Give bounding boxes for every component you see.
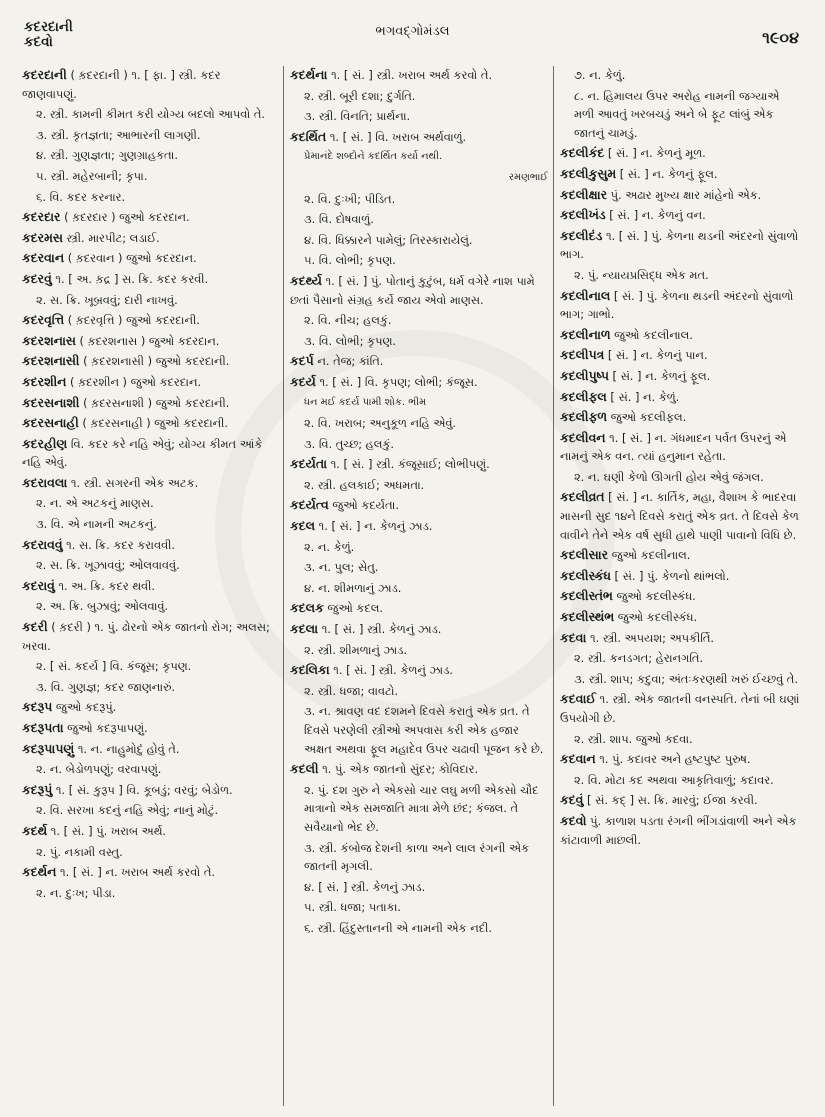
entry-sense: [22, 188, 278, 209]
definition-text: ૨. અ. ક્રિ. બુઝાવું; ઓલવાવું.: [36, 599, 169, 614]
entry-sense: [560, 468, 803, 489]
entry-sense: [22, 678, 278, 699]
entry-sense: [290, 311, 548, 332]
dictionary-entry: [290, 272, 548, 311]
definition-text: ૧. [ સં. ] ન. કેળનું ઝાડ.: [315, 519, 433, 534]
dictionary-entry: [560, 287, 803, 326]
definition-text: ૨. વિ. નીચ; હલકું.: [304, 313, 392, 328]
dictionary-entry: [560, 812, 803, 851]
definition-text: ( ક઼દરશનાસ ) જુઓ કદરદાન.: [75, 333, 220, 348]
definition-text: ૪. સ્ત્રી. ગુણજ્ઞતા; ગુણગ્રાહકતા.: [36, 148, 178, 163]
definition-text: [ સં. ] પું. કેળના થડની અંદરનો સુંવાળો ભાગ; ગાભો.: [560, 288, 794, 322]
headword: કદલીવ્રત: [560, 489, 605, 505]
headword: કદવું: [560, 792, 584, 808]
definition-text: ( ક઼દરસનાહી ) જુઓ કદરદાની.: [78, 416, 228, 431]
definition-text: ૧. ન. નાહુમોદું હોવું તે.: [74, 741, 180, 756]
entry-sense: [560, 266, 803, 287]
definition-text: ૨. સ. ક્રિ. ખૂબ્રવવું; દારી નાખવું.: [36, 292, 178, 307]
dictionary-entry: [290, 661, 548, 682]
definition-text: ૧. [ સં. ] સ્ત્રી. ખરાબ અર્થ કરવો તે.: [327, 68, 493, 82]
definition-text: વિ. કદર કરે નહિ એવું; યોગ્ય કીમત આંકે નહિ એવું.: [22, 436, 263, 470]
entry-sense: [290, 87, 548, 108]
headword: કદલ: [290, 518, 316, 534]
entry-sense: [290, 414, 548, 435]
entry-sense: [560, 771, 803, 792]
entry-sense: [290, 682, 548, 703]
definition-text: ( ક઼દરશનાસી ) જુઓ કદરદાની.: [79, 354, 230, 369]
headword: કદલીકંદ: [560, 145, 605, 161]
dictionary-entry: [560, 367, 803, 388]
dictionary-entry: [560, 629, 803, 650]
definition-text: ૨. સ્ત્રી. હલકાઈ; અધમતા.: [304, 477, 425, 492]
definition-text: ૪. ન. શીમળાનું ઝાડ.: [304, 580, 402, 595]
definition-text: ૫. સ્ત્રી. મહેરબાની; કૃપા.: [36, 168, 148, 183]
dictionary-entry: [290, 496, 548, 517]
headword: કદર્થના: [290, 67, 328, 82]
column-2: [290, 66, 548, 1112]
entry-sense: [22, 556, 278, 577]
entry-sense: [290, 898, 548, 919]
definition-text: ૧. [ અ. ક઼દ્ર ] સ. ક્રિ. કદર કરવી.: [51, 271, 209, 286]
entry-sense: [290, 435, 548, 456]
headword: કદલીસ્તંભ: [560, 588, 613, 604]
headword: કદરશીન: [22, 373, 67, 389]
dictionary-entry: [560, 429, 803, 468]
entry-sense: [560, 730, 803, 751]
dictionary-entry: [22, 618, 278, 657]
dictionary-entry: [560, 408, 803, 429]
definition-text: ૧. [ સં. ] ન. ખરાબ અર્થ કરવો તે.: [56, 865, 216, 880]
definition-text: ૮. ન. હિમાલય ઉપર અરોહ નામની જગ્યાએ મળી આવતું ખરબચડું અને બે ફૂટ લાંબું એક જાતનું ચામડું.: [574, 88, 780, 140]
headword: કદલીકુસુમ: [560, 165, 617, 181]
dictionary-entry: [22, 740, 278, 761]
dictionary-entry: [560, 587, 803, 608]
definition-text: ૧. સ. ક્રિ. કદર કરાવવી.: [62, 537, 176, 552]
definition-text: ૩. વિ. ગુણજ્ઞ; કદર જાણનારું.: [36, 679, 176, 694]
dictionary-entry: [290, 760, 548, 781]
entry-sense: [560, 87, 803, 145]
headword: કદરહીણ: [22, 435, 68, 451]
definition-text: ૧. સ્ત્રી. સગરની એક અટક.: [67, 475, 199, 490]
dictionary-entry: [22, 229, 278, 250]
headword: કદવાન: [560, 751, 596, 767]
definition-text: [ સં. ] ન. કેળનું વન.: [605, 208, 706, 223]
definition-text: ૩. સ્ત્રી. કંબોજ દેશની કાળા અને લાલ રંગની એક જાતની મૃગલી.: [304, 840, 530, 874]
headword: કદર્થન: [22, 864, 57, 880]
entry-sense: [22, 105, 278, 126]
entry-sense: [290, 190, 548, 211]
definition-text: ( ક઼દરવૃત્તિ ) જુઓ કદરદાની.: [64, 313, 200, 328]
dictionary-entry: [22, 311, 278, 332]
headword: કદલીસાર: [560, 547, 609, 563]
headword: કદરી: [22, 619, 48, 635]
dictionary-entry: [22, 373, 278, 394]
dictionary-entry: [560, 326, 803, 347]
entry-sense: [290, 919, 548, 940]
column-3: [560, 66, 803, 1112]
headword: કદરમસ: [22, 229, 63, 245]
headword: કદવો: [560, 812, 587, 828]
dictionary-entry: [290, 352, 548, 373]
definition-text: ૨. ન. એ અટકનું માણસ.: [36, 496, 154, 511]
headword: કદલીક્ષાર: [560, 186, 608, 202]
definition-text: [ સં. ] ન. કેળનું મૂળ.: [604, 146, 706, 161]
definition-text: ( ક઼દરદાર ) જુઓ કદરદાન.: [60, 210, 190, 225]
dictionary-entry: [22, 270, 278, 291]
definition-text: [ સં. ] ન. કેળનું ફૂલ.: [608, 368, 711, 383]
headword: કદરવું: [22, 270, 52, 286]
headword: કદરૂપું: [22, 781, 53, 797]
definition-text: ૨. સ્ત્રી. ધજા; વાવટો.: [304, 683, 399, 698]
headword: કદલીપત્ર: [560, 347, 605, 363]
entry-sense: [22, 126, 278, 147]
definition-text: ૨. સ્ત્રી. શીમળાનું ઝાડ.: [304, 642, 408, 657]
definition-text: [ સં. ] ન. કેળનું ફૂલ.: [616, 166, 718, 181]
definition-text: સ્ત્રી. મારપીટ; લડાઈ.: [62, 230, 160, 245]
definition-text: ૨. પું. દશ ગુરુ ને એકસો ચાર લઘુ મળી એકસો ચૌદ માત્રાનો એક સમજાતિ માત્રા મેળે છંદ; કંજલ. તે સવૈયાનો ભેદ છે.: [304, 782, 539, 834]
dictionary-entry: [22, 577, 278, 598]
definition-text: ૪. વિ. ધિક્કારને પામેલું; તિરસ્કારાયેલું.: [304, 232, 473, 247]
dictionary-entry: [560, 567, 803, 588]
entry-sense: [290, 878, 548, 899]
definition-text: [ સં. ] પું. કેળનો થાંભલો.: [610, 568, 730, 583]
definition-text: ૩. ન. પુલ; સેતુ.: [304, 560, 379, 575]
definition-text: ૧. [ સં. કુરૂપ ] વિ. કૂબડું; વરવું; બેડોળ.: [52, 782, 233, 797]
dictionary-entry: [22, 208, 278, 229]
dictionary-entry: [560, 608, 803, 629]
entry-sense: [22, 843, 278, 864]
dictionary-entry: [290, 455, 548, 476]
definition-text: ૧. [ સં. ] વિ. ખરાબ અર્થવાળું.: [326, 129, 467, 144]
definition-text: [ સં. કદ્ ] સ. ક્રિ. મારવું; ઈજા કરવી.: [583, 793, 758, 808]
definition-text: ૨. વિ. દુઃખી; પીડિત.: [304, 191, 396, 206]
definition-text: ૨. સ. ક્રિ. ખૂઝાવવું; ઓલવાવવું.: [36, 558, 180, 573]
definition-text: [ સં. ] ન. કેળનું પાન.: [604, 348, 708, 363]
headword: કદર્ય: [290, 373, 316, 389]
headword: કદરશનાસ: [22, 332, 76, 348]
headword: કદલી: [290, 761, 319, 777]
definition-text: ૨. સ્ત્રી. કનડગત; હેરાનગતિ.: [574, 651, 704, 666]
definition-text: ( ક઼દરવાન ) જુઓ કદરદાન.: [64, 251, 197, 266]
definition-text: ૧. સ્ત્રી. એક જાતની વનસ્પતિ. તેનાં બી ઘણાં ઉપયોગી છે.: [560, 692, 800, 725]
entry-sense: [290, 107, 548, 128]
headword: કદર્પ: [290, 353, 314, 369]
definition-text: ૨. વિ. સરખા કદનું નહિ એવું; નાનું મોટું.: [36, 803, 219, 818]
definition-text: ૨. ન. કેળું.: [304, 539, 355, 554]
entry-sense: [560, 649, 803, 670]
column-divider: [553, 66, 554, 1106]
definition-text: જુઓ કદલીસ્કંધ.: [612, 589, 696, 604]
entry-sense: [290, 781, 548, 839]
entry-sense: [22, 291, 278, 312]
headword: કદલીસ્થંભ: [560, 609, 615, 625]
entry-sense: [22, 657, 278, 678]
headword: કદર્થિત: [290, 128, 327, 144]
definition-text: પું. અઢાર મુખ્ય ક્ષાર માંહેનો એક.: [607, 187, 762, 202]
headword: કદર્થ: [22, 822, 48, 838]
definition-text: ૨. પું. ન્યાયપ્રસિદ્ધ એક મત.: [574, 267, 709, 282]
definition-text: ૧. [ સં. ] સ્ત્રી. કેળનું ઝાડ.: [318, 622, 442, 637]
definition-text: ( ક઼દરી ) ૧. પું. ઢોરનો એક જાતનો રોગ; અલસ; ખરવા.: [22, 620, 270, 653]
entry-sense: [22, 801, 278, 822]
definition-text: [ સં. ] ન. કેળું.: [606, 389, 680, 404]
entry-sense: [22, 597, 278, 618]
headword: કદલીખંડ: [560, 207, 606, 223]
headword: કદવા: [560, 629, 587, 645]
definition-text: ૧. [ સં. ] વિ. કૃપણ; લોભી; કંજૂસ.: [315, 374, 478, 389]
dictionary-entry: [560, 546, 803, 567]
column-divider: [283, 66, 284, 1106]
headword: કદલીનાલ: [560, 287, 611, 303]
definition-text: ૩. સ્ત્રી. શાપ; કદુવા; અંતઃકરણથી ખરું ઈચ્છવું તે.: [574, 671, 798, 686]
definition-text: ૩. વિ. દોષવાળું.: [304, 212, 374, 227]
definition-text: ૧. [ સં. ] ન. ગંધમાદન પર્વત ઉપરનું એ નામનું એક વન. ત્યાં હનુમાન રહેતા.: [560, 430, 787, 464]
definition-text: ૧. પું. એક જાતનો સુંદર; કોવિદાર.: [318, 762, 479, 777]
definition-text: ૩. સ્ત્રી. કૃતજ્ઞતા; આભારની લાગણી.: [36, 127, 201, 142]
entry-sense: [290, 476, 548, 497]
definition-text: ન. તેજ; કાંતિ.: [313, 354, 384, 369]
definition-text: ૨. ન. ઘણી કેળો ઊગતી હોય એવું જંગલ.: [574, 469, 764, 484]
headword: કદલિકા: [290, 662, 330, 678]
entry-sense: [290, 332, 548, 353]
dictionary-entry: [22, 698, 278, 719]
dictionary-entry: [560, 144, 803, 165]
definition-text: ૧. [ સં. ] સ્ત્રી. કેળનું ઝાડ.: [329, 663, 453, 678]
definition-text: ૧. સ્ત્રી. અપયશ; અપકીર્તિ.: [586, 630, 715, 645]
headword: કદલીદંડ: [560, 227, 603, 243]
quotation: પ્રેમાનંદે શબ્દોને કદર્થિત કર્યા નથી.: [304, 151, 443, 163]
definition-text: ૩. વિ. એ નામની અટકનું.: [36, 517, 157, 532]
dictionary-entry: [22, 414, 278, 435]
dictionary-entry: [290, 599, 548, 620]
dictionary-entry: [22, 66, 278, 105]
headword: કદલીપુષ્પ: [560, 367, 609, 383]
dictionary-entry: [560, 488, 803, 546]
dictionary-entry: [22, 332, 278, 353]
definition-text: ( ક઼દરદાની ) ૧. [ ફા. ] સ્ત્રી. કદર જાણવાપણું.: [22, 68, 221, 101]
headword: કદરૂપ: [22, 699, 53, 715]
dictionary-entry: [560, 791, 803, 812]
headword: કદર્થ્ય: [290, 272, 322, 288]
definition-text: જુઓ કદલીનાલ.: [610, 327, 693, 342]
entry-sense: [22, 515, 278, 536]
dictionary-entry: [560, 165, 803, 186]
definition-text: ૧. અ. ક્રિ. કદર થવી.: [54, 578, 156, 593]
quotation: ધન મઈ કદર્ય પામી શોક. ભીમ: [304, 396, 427, 408]
definition-text: ૧. [ સં. ] પું. પોતાનું કુટુંબ, ધર્મ વગેરે નાશ પામે છતાં પૈસાનો સંગ્રહ કર્યે જાય એવો માણસ.: [290, 273, 535, 307]
definition-text: જુઓ કદરૂપું.: [52, 700, 117, 715]
dictionary-entry: [290, 517, 548, 538]
headword: કદરાવલા: [22, 474, 68, 490]
headword: કદવાઈ: [560, 691, 596, 707]
definition-text: જુઓ કદલીફલ.: [607, 410, 687, 425]
guide-word-first: કદરદાની: [24, 19, 73, 35]
definition-text: જુઓ કદર્યતા.: [328, 498, 399, 513]
definition-text: ૨. ન. દુઃખ; પીડા.: [36, 885, 116, 900]
definition-text: ૩. વિ. લોભી; કૃપણ.: [304, 333, 397, 348]
entry-sense: [22, 884, 278, 905]
definition-text: ૧. [ સં. ] પું. ખરાબ અર્થ.: [47, 823, 167, 838]
headword: કદલીફલ: [560, 388, 607, 404]
definition-text: જુઓ કદલીસ્કંધ.: [614, 610, 698, 625]
definition-text: ( ક઼દરશીન ) જુઓ કદરદાન.: [66, 374, 202, 389]
definition-text: ૭. ન. કેળું.: [574, 68, 626, 82]
definition-text: ૨. વિ. મોટા કદ અથવા આકૃતિવાળું; કદાવર.: [574, 772, 774, 787]
dictionary-entry: [560, 388, 803, 409]
definition-text: જુઓ કદરૂપાપણું.: [63, 721, 148, 735]
dictionary-entry: [560, 206, 803, 227]
dictionary-entry: [22, 352, 278, 373]
entry-sense: [22, 760, 278, 781]
dictionary-entry: [290, 128, 548, 149]
headword: કદરવૃત્તિ: [22, 312, 65, 328]
entry-sense: [290, 839, 548, 878]
definition-text: ૩. વિ. તુચ્છ; હલકું.: [304, 436, 395, 451]
guide-word-last: કદવો: [24, 34, 53, 50]
page-number: ૧૯૦૪: [762, 28, 799, 47]
definition-text: ૫. સ્ત્રી. ધજા; પતાકા.: [304, 900, 402, 915]
entry-sense: [290, 579, 548, 600]
dictionary-entry: [560, 227, 803, 266]
headword: કદલા: [290, 621, 319, 637]
entry-sense: [290, 641, 548, 662]
headword: કદરાવવું: [22, 536, 63, 552]
definition-text: ૬. સ્ત્રી. હિંદુસ્તાનની એ નામની એક નદી.: [304, 920, 492, 935]
entry-sense: [290, 210, 548, 231]
definition-text: ૨. સ્ત્રી. બૂરી દશા; દુર્ગતિ.: [304, 88, 416, 103]
definition-text: ૪. [ સં. ] સ્ત્રી. કેળનું ઝાડ.: [304, 879, 426, 894]
dictionary-entry: [560, 346, 803, 367]
dictionary-entry: [22, 536, 278, 557]
headword: કદરૂપાપણું: [22, 740, 75, 756]
column-1: [22, 66, 278, 1112]
entry-sense: [22, 494, 278, 515]
dictionary-entry: [22, 435, 278, 474]
entry-sense: [22, 146, 278, 167]
dictionary-entry: [22, 822, 278, 843]
dictionary-entry: [290, 620, 548, 641]
definition-text: ( ક઼દરસનાશી ) જુઓ કદરદાની.: [79, 395, 230, 410]
definition-text: ૨. [ સં. કદર્ય ] વિ. કંજૂસ; કૃપણ.: [36, 659, 192, 674]
definition-text: ૧. [ સં. ] સ્ત્રી. કંજૂસાઈ; લોભીપણું.: [327, 457, 490, 472]
headword: કદલીસ્કંધ: [560, 567, 611, 583]
headword: કદરવાન: [22, 250, 65, 266]
entry-sense: [290, 558, 548, 579]
definition-text: ૨. વિ. ખરાબ; અનુકૂળ નહિ એવું.: [304, 416, 457, 431]
definition-text: [ સં. ] ન. કાર્તિક, મહા, વૈશાખ કે ભાદરવા માસની સુદ ૧૪ને દિવસે કરાતું એક વ્રત. તે દિવસે કેળ વાવીને તેને એક વર્ષ સુધી હાથે પાણી પાવાનો વિધિ છે.: [560, 490, 799, 542]
definition-text: ૧. પું. કદાવર અને હષ્ટપુષ્ટ પુરુષ.: [595, 752, 751, 767]
headword: કદરદાની: [22, 67, 67, 82]
dictionary-entry: [22, 863, 278, 884]
definition-text: ૨. સ્ત્રી. શાપ. જુઓ કદવા.: [574, 731, 693, 746]
headword: કદરાવું: [22, 577, 55, 593]
headword: કદરૂપતા: [22, 720, 64, 735]
definition-text: ૨. ન. બેડોળપણું; વરવાપણું.: [36, 762, 162, 777]
dictionary-entry: [560, 690, 803, 729]
dictionary-entry: [22, 719, 278, 740]
quote-author: રમણભાઈ: [508, 171, 548, 183]
headword: કદલક: [290, 600, 324, 616]
dictionary-entry: [22, 249, 278, 270]
dictionary-entry: [22, 394, 278, 415]
entry-sense: [290, 231, 548, 252]
definition-text: પું. કાળાશ પડતા રંગની ભીંગડાંવાળી અને એક કાંટાવાળી માછલી.: [560, 813, 797, 847]
definition-text: ૨. પું. નકામી વસ્તુ.: [36, 844, 123, 859]
headword: કદર્યત્વ: [290, 497, 329, 513]
headword: કદલીવન: [560, 429, 606, 445]
dictionary-entry: [560, 750, 803, 771]
entry-sense: [560, 66, 803, 87]
dictionary-entry: [560, 186, 803, 207]
definition-text: ૨. સ્ત્રી. કામની કીમત કરી યોગ્ય બદલો આપવો તે.: [36, 107, 266, 122]
dictionary-entry: [290, 66, 548, 87]
definition-text: જુઓ કદલ.: [323, 601, 383, 616]
definition-text: ૧. [ સં. ] પું. કેળના થડની અંદરનો સુંવાળો ભાગ.: [560, 228, 799, 262]
definition-text: ૩. ન. શ્રાવણ વદ દશમને દિવસે કરાતું એક વ્રત. તે દિવસે પરણેલી સ્ત્રીઓ અપવાસ કરી એક હજાર અક્ષત અથવા ફૂલ મહાદેવ ઉપર ચઢાવી પૂજન કરે છે.: [304, 704, 544, 756]
entry-sense: [290, 538, 548, 559]
page-title: ભગવદ્ગોમંડલ: [375, 24, 450, 39]
dictionary-entry: [22, 474, 278, 495]
headword: કદરદાર: [22, 209, 61, 225]
entry-sense: [290, 702, 548, 760]
headword: કદરશનાસી: [22, 353, 80, 369]
dictionary-entry: [290, 373, 548, 394]
entry-sense: [290, 251, 548, 272]
headword: કદરસનાશી: [22, 394, 80, 410]
definition-text: ૬. વિ. કદર કરનાર.: [36, 189, 126, 204]
definition-text: જુઓ કદલીનાલ.: [608, 548, 691, 563]
dictionary-entry: [22, 781, 278, 802]
entry-sense: [22, 167, 278, 188]
entry-sense: [560, 670, 803, 691]
headword: કદલીફળ: [560, 409, 608, 425]
definition-text: ૩. સ્ત્રી. વિનતિ; પ્રાર્થના.: [304, 109, 411, 124]
headword: કદર્યતા: [290, 456, 328, 472]
definition-text: ૫. વિ. લોભી; કૃપણ.: [304, 253, 396, 268]
headword: કદરસનાહી: [22, 415, 79, 431]
headword: કદલીનાળ: [560, 326, 611, 342]
